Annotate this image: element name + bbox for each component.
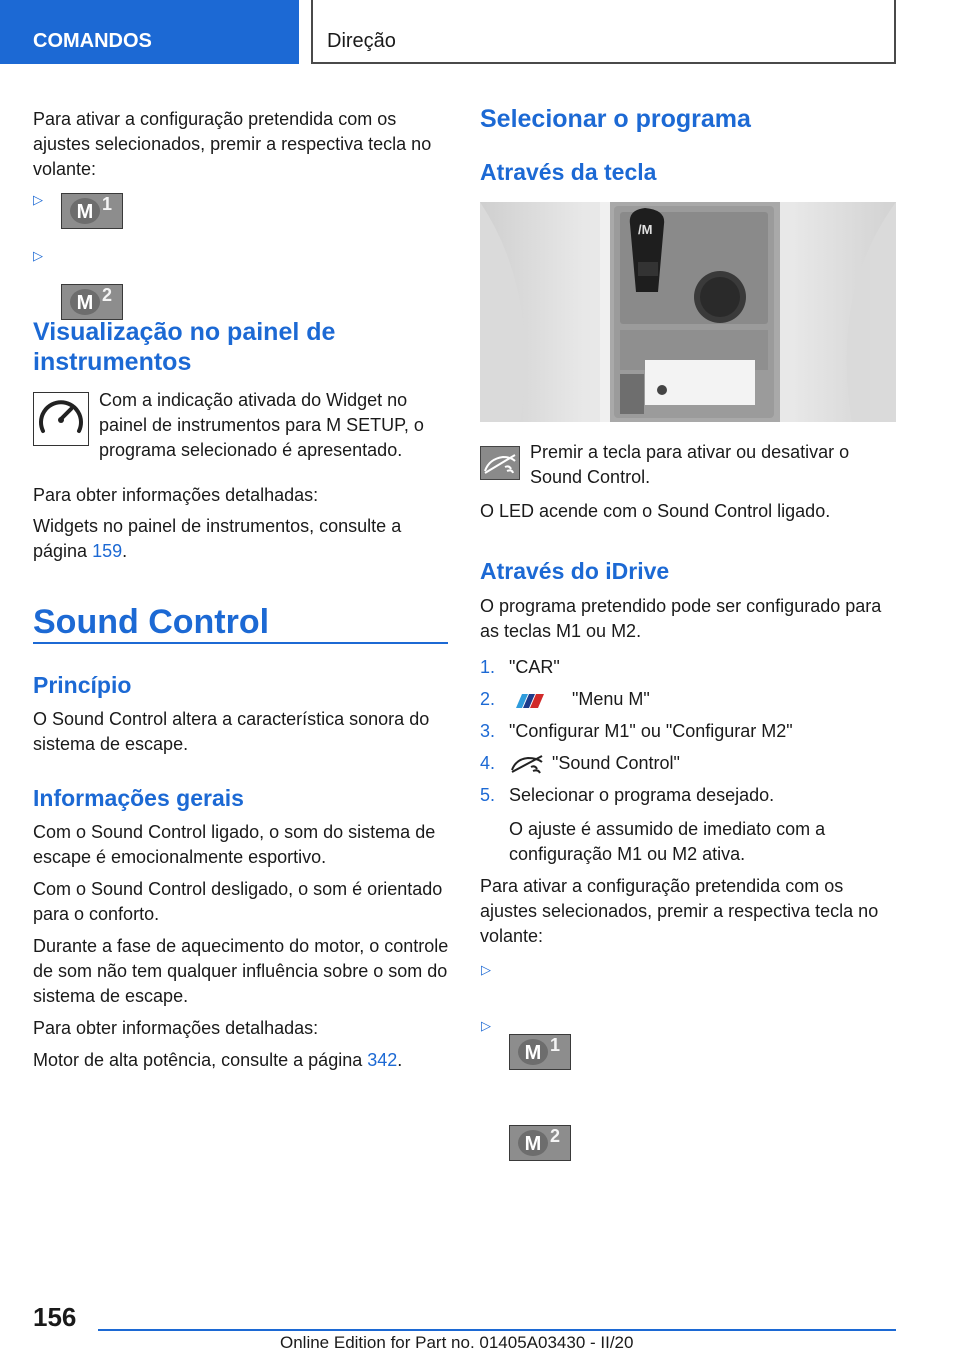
key-number: 2 — [550, 1126, 561, 1146]
speedometer-icon — [33, 392, 89, 446]
step5-note: O ajuste é assumido de imediato com a configuração M1 ou M2 ativa. — [509, 819, 826, 864]
chapter-tab[interactable]: Direção — [311, 0, 896, 64]
key-number: 2 — [102, 285, 113, 305]
motor-reference: Motor de alta potência, consulte a página 342. — [33, 1050, 403, 1070]
page-number: 156 — [33, 1302, 77, 1332]
m2-key-icon — [509, 1125, 571, 1161]
svg-text:/M: /M — [638, 222, 653, 237]
section-tab[interactable]: COMANDOS — [0, 0, 299, 64]
page-link[interactable]: 342 — [367, 1050, 398, 1070]
m-letter: M — [518, 1130, 548, 1156]
step-number: 5. — [480, 785, 496, 805]
m-stripes-icon — [510, 692, 544, 708]
sound-control-icon — [480, 446, 520, 480]
step-number: 2. — [480, 689, 496, 709]
bullet-marker: ▷ — [33, 192, 43, 207]
step-number: 1. — [480, 657, 496, 677]
display-text: Com a indicação ativada do Widget no painel de instrumentos para M SETUP, o programa selecionado é apresentado. — [99, 390, 424, 460]
m1-key-icon — [509, 1034, 571, 1070]
general-paragraph-1: Com o Sound Control ligado, o som do sistema de escape é emocionalmente esportivo. — [33, 822, 436, 867]
bullet-marker: ▷ — [33, 248, 43, 263]
page-link[interactable]: 159 — [92, 541, 123, 561]
more-info-label: Para obter informações detalhadas: — [33, 1018, 319, 1038]
list-item — [480, 785, 775, 806]
bullet-marker: ▷ — [481, 1018, 491, 1033]
m1-key-icon — [61, 193, 123, 229]
principle-text: O Sound Control altera a característica sonora do sistema de escape. — [33, 709, 430, 754]
via-idrive-heading: Através do iDrive — [480, 558, 670, 584]
more-info-label: Para obter informações detalhadas: — [33, 485, 319, 505]
general-heading: Informações gerais — [33, 785, 244, 811]
led-text: O LED acende com o Sound Control ligado. — [480, 501, 831, 521]
step-text: "CAR" — [509, 657, 560, 677]
select-program-heading: Selecionar o programa — [480, 105, 751, 133]
outro-paragraph: Para ativar a configuração pretendida com os ajustes selecionados, premir a respectiva tecla no volante: — [480, 876, 879, 946]
button-instruction: Premir a tecla para ativar ou desativar o Sound Control. — [530, 442, 850, 487]
step-text: "Menu M" — [572, 689, 650, 709]
sound-control-icon — [510, 753, 546, 775]
m2-key-icon — [61, 284, 123, 320]
step-text: Selecionar o programa desejado. — [509, 785, 775, 805]
list-item — [480, 753, 880, 774]
step-text: "Sound Control" — [552, 753, 680, 773]
step-number: 4. — [480, 753, 496, 773]
via-button-heading: Através da tecla — [480, 159, 657, 185]
m-letter: M — [70, 198, 100, 224]
sound-control-heading: Sound Control — [33, 603, 270, 641]
m-letter: M — [518, 1039, 548, 1065]
list-item — [480, 721, 793, 742]
heading-rule — [33, 642, 448, 644]
m-letter: M — [70, 289, 100, 315]
idrive-intro: O programa pretendido pode ser configurado para as teclas M1 ou M2. — [480, 596, 882, 641]
general-paragraph-2: Com o Sound Control desligado, o som é orientado para o conforto. — [33, 879, 443, 924]
footer-rule — [98, 1329, 896, 1331]
center-console-photo — [480, 202, 896, 422]
list-item — [480, 689, 880, 710]
intro-paragraph: Para ativar a configuração pretendida com os ajustes selecionados, premir a respectiva tecla no volante: — [33, 109, 432, 179]
reference-text: Widgets no painel de instrumentos, consulte a página — [33, 516, 402, 561]
reference-text: Motor de alta potência, consulte a página — [33, 1050, 368, 1070]
key-number: 1 — [102, 194, 113, 214]
general-paragraph-3: Durante a fase de aquecimento do motor, o controle de som não tem qualquer influência sobre o som do sistema de escape. — [33, 936, 449, 1006]
list-item — [480, 657, 560, 678]
widgets-reference: Widgets no painel de instrumentos, consulte a página 159. — [33, 516, 402, 561]
edition-note: Online Edition for Part no. 01405A03430 - II/20 — [280, 1333, 634, 1352]
key-number: 1 — [550, 1035, 561, 1055]
bullet-marker: ▷ — [481, 962, 491, 977]
step-number: 3. — [480, 721, 496, 741]
step-text: "Configurar M1" ou "Configurar M2" — [509, 721, 793, 741]
principle-heading: Princípio — [33, 672, 132, 698]
display-heading: Visualização no painel de instrumentos — [33, 318, 336, 376]
